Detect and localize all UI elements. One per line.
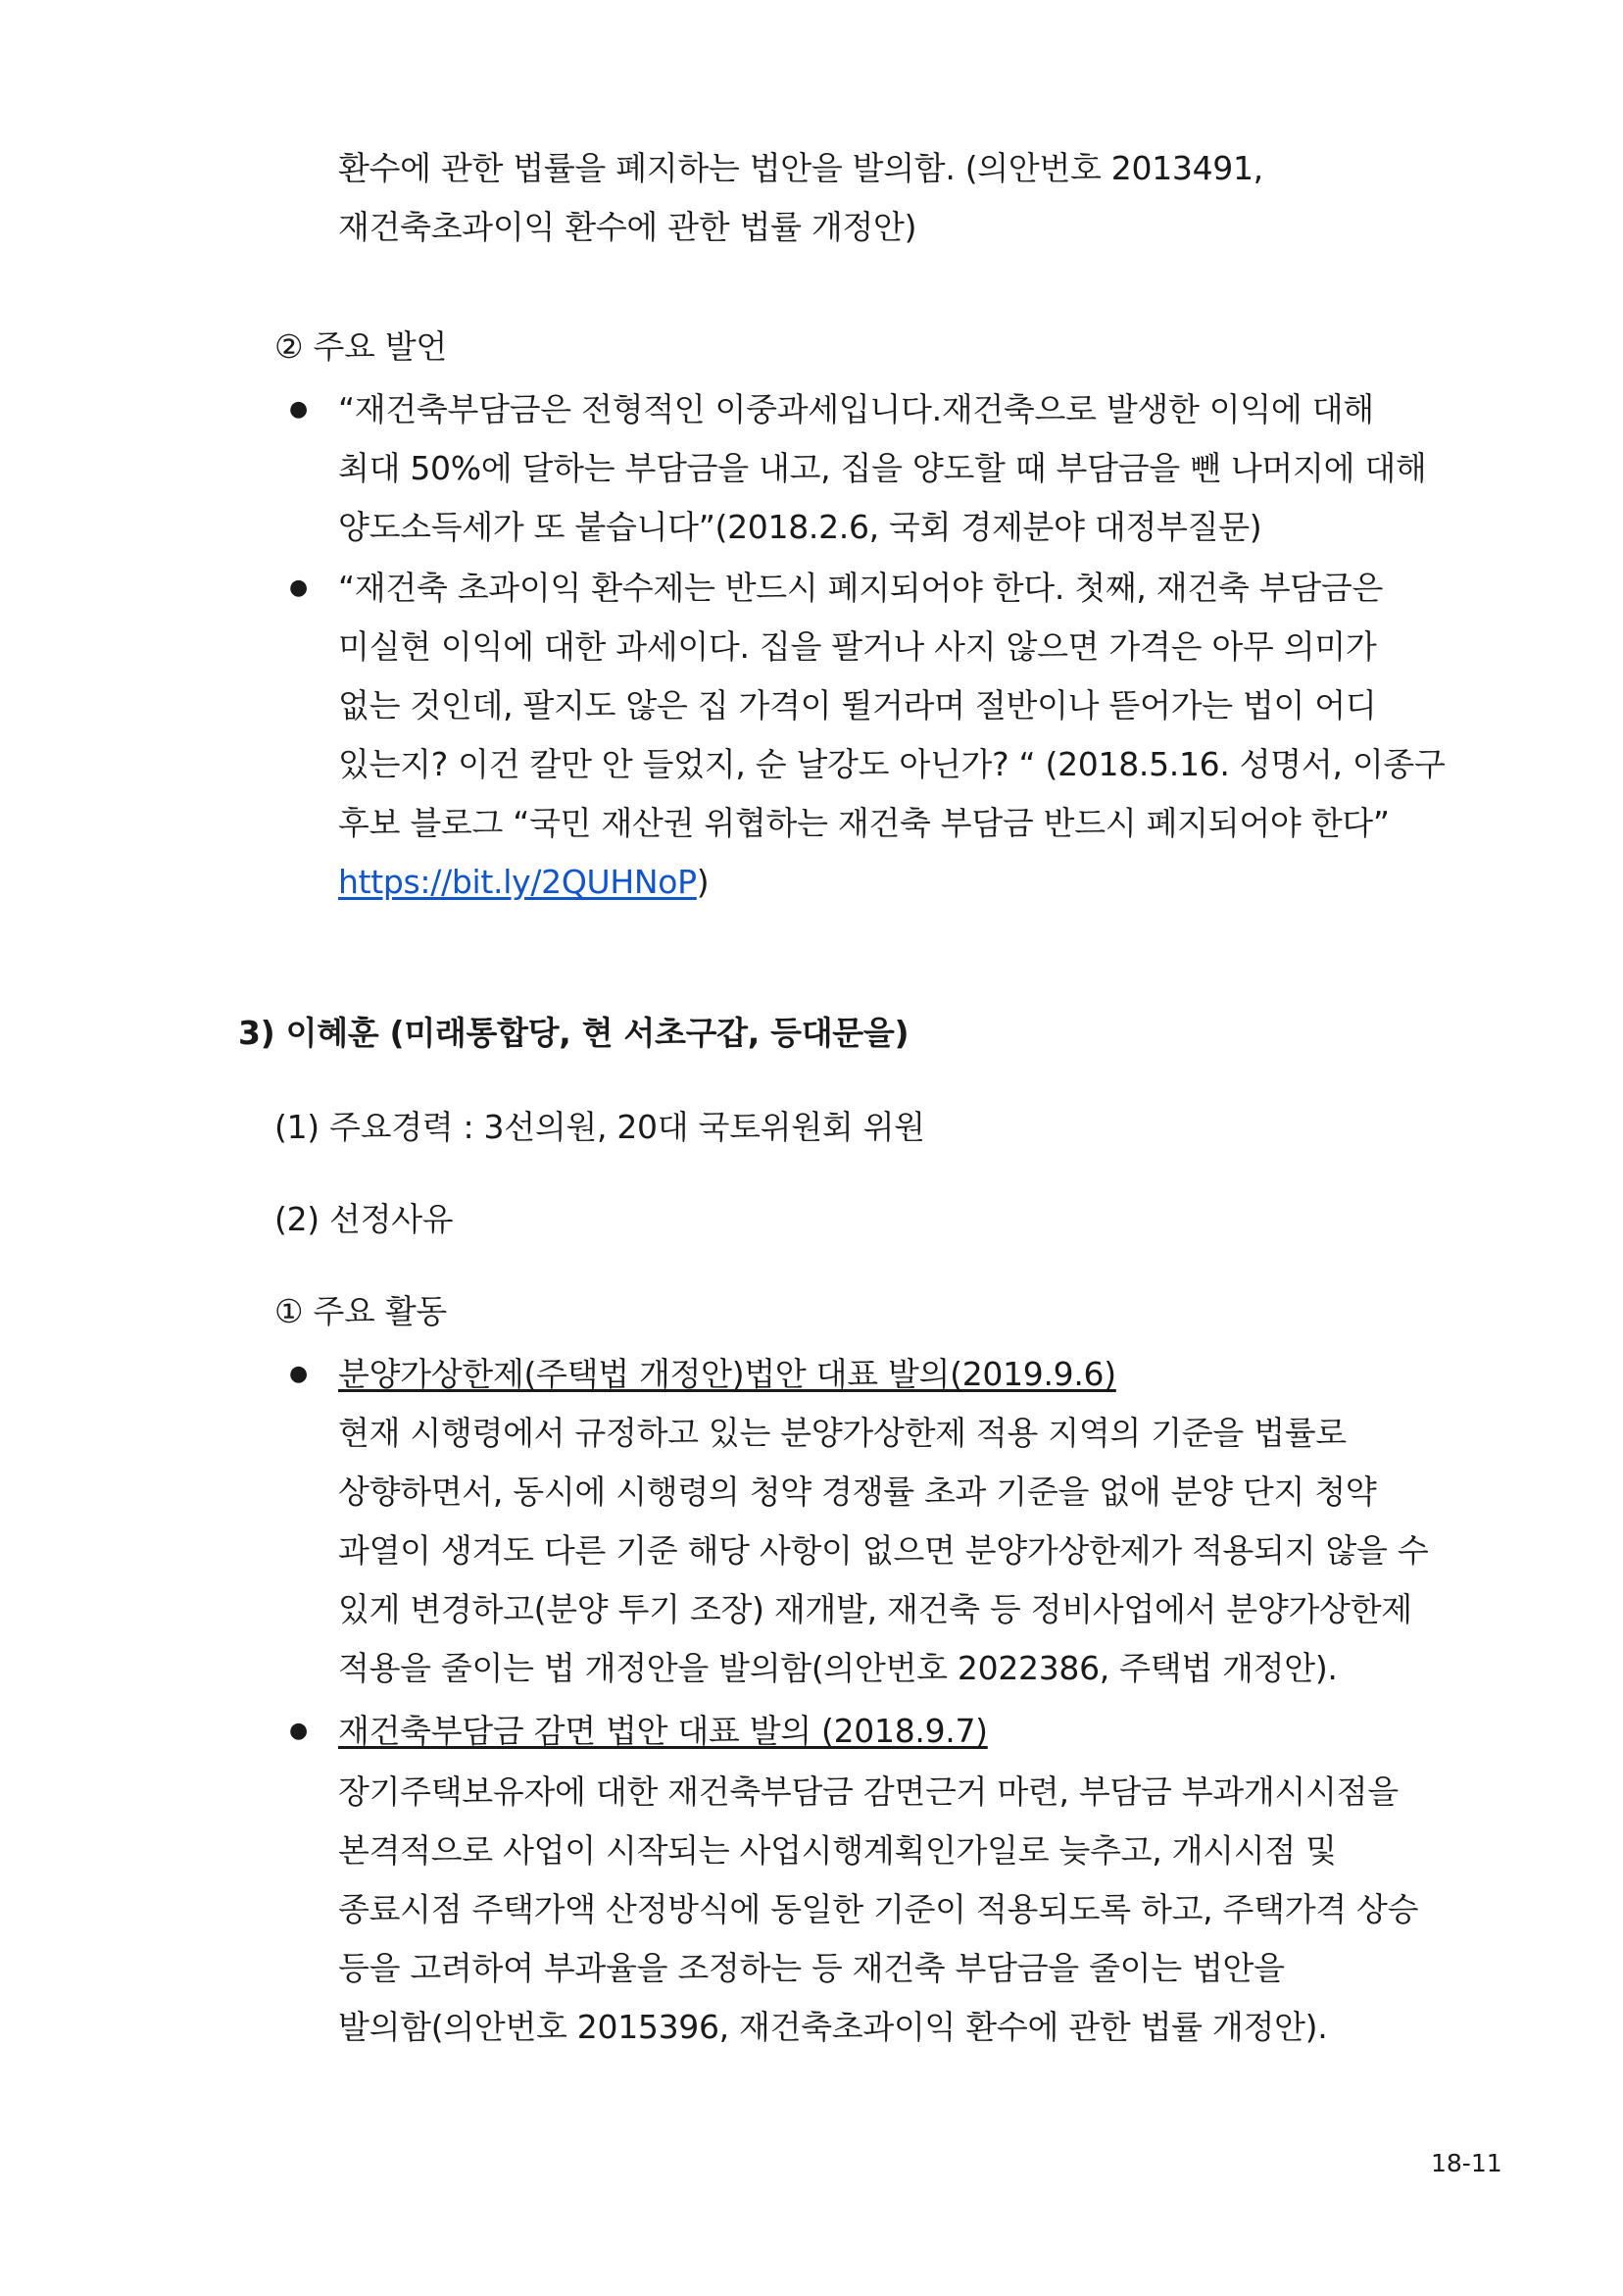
activity2-line-5: 발의함(의안번호 2015396, 재건축초과이익 환수에 관한 법률 개정안). xyxy=(338,2008,1328,2046)
reason-heading: (2) 선정사유 xyxy=(274,1200,454,1238)
bullet-icon: ● xyxy=(289,1362,309,1386)
blog-link[interactable]: https://bit.ly/2QUHNoP xyxy=(338,863,697,901)
activity1-title: 분양가상한제(주택법 개정안)법안 대표 발의(2019.9.6) xyxy=(338,1355,1116,1393)
activity2-line-1: 장기주택보유자에 대한 재건축부담금 감면근거 마련, 부담금 부과개시시점을 xyxy=(338,1772,1399,1811)
statement2-line-4: 있는지? 이건 칼만 안 들었지, 순 날강도 아닌가? “ (2018.5.16. 성명서, 이종구 xyxy=(338,745,1446,783)
career-line: (1) 주요경력 : 3선의원, 20대 국토위원회 위원 xyxy=(274,1108,925,1146)
activity2-line-4: 등을 고려하여 부과율을 조정하는 등 재건축 부담금을 줄이는 법안을 xyxy=(338,1949,1285,1987)
activity2-line-3: 종료시점 주택가액 산정방식에 동일한 기준이 적용되도록 하고, 주택가격 상승 xyxy=(338,1890,1419,1928)
statement2-line-5: 후보 블로그 “국민 재산권 위협하는 재건축 부담금 반드시 폐지되어야 한다” xyxy=(338,804,1390,842)
intro-line-1: 환수에 관한 법률을 폐지하는 법안을 발의함. (의안번호 2013491, xyxy=(338,149,1263,187)
bullet-icon: ● xyxy=(289,575,309,600)
statement1-line-1: “재건축부담금은 전형적인 이중과세입니다.재건축으로 발생한 이익에 대해 xyxy=(338,390,1374,428)
statements-heading: ② 주요 발언 xyxy=(274,327,447,366)
intro-line-2: 재건축초과이익 환수에 관한 법률 개정안) xyxy=(338,208,917,246)
section-title: 3) 이혜훈 (미래통합당, 현 서초구갑, 등대문을) xyxy=(238,1014,910,1052)
activity1-line-5: 적용을 줄이는 법 개정안을 발의함(의안번호 2022386, 주택법 개정안). xyxy=(338,1649,1338,1687)
statement2-line-6 xyxy=(338,861,709,904)
activity1-line-3: 과열이 생겨도 다른 기준 해당 사항이 없으면 분양가상한제가 적용되지 않을 수 xyxy=(338,1531,1429,1570)
statement2-line-1: “재건축 초과이익 환수제는 반드시 폐지되어야 한다. 첫째, 재건축 부담금은 xyxy=(338,569,1384,607)
statement1-line-2: 최대 50%에 달하는 부담금을 내고, 집을 양도할 때 부담금을 뺀 나머지에 대해 xyxy=(338,449,1427,487)
activity2-line-2: 본격적으로 사업이 시작되는 사업시행계획인가일로 늦추고, 개시시점 및 xyxy=(338,1831,1337,1870)
activity1-line-2: 상향하면서, 동시에 시행령의 청약 경쟁률 초과 기준을 없애 분양 단지 청약 xyxy=(338,1472,1377,1511)
activity1-line-4: 있게 변경하고(분양 투기 조장) 재개발, 재건축 등 정비사업에서 분양가상한제 xyxy=(338,1590,1412,1628)
activities-heading: ① 주요 활동 xyxy=(274,1292,447,1330)
page-number: 18-11 xyxy=(1431,2149,1502,2177)
statement2-line-2: 미실현 이익에 대한 과세이다. 집을 팔거나 사지 않으면 가격은 아무 의미가 xyxy=(338,627,1377,666)
activity2-title: 재건축부담금 감면 법안 대표 발의 (2018.9.7) xyxy=(338,1712,988,1750)
bullet-icon: ● xyxy=(289,397,309,422)
statement2-line-3: 없는 것인데, 팔지도 않은 집 가격이 뛸거라며 절반이나 뜯어가는 법이 어디 xyxy=(338,686,1377,724)
link-suffix: ) xyxy=(696,863,710,901)
activity1-line-1: 현재 시행령에서 규정하고 있는 분양가상한제 적용 지역의 기준을 법률로 xyxy=(338,1414,1347,1452)
bullet-icon: ● xyxy=(289,1719,309,1743)
statement1-line-3: 양도소득세가 또 붙습니다”(2018.2.6, 국회 경제분야 대정부질문) xyxy=(338,508,1262,546)
